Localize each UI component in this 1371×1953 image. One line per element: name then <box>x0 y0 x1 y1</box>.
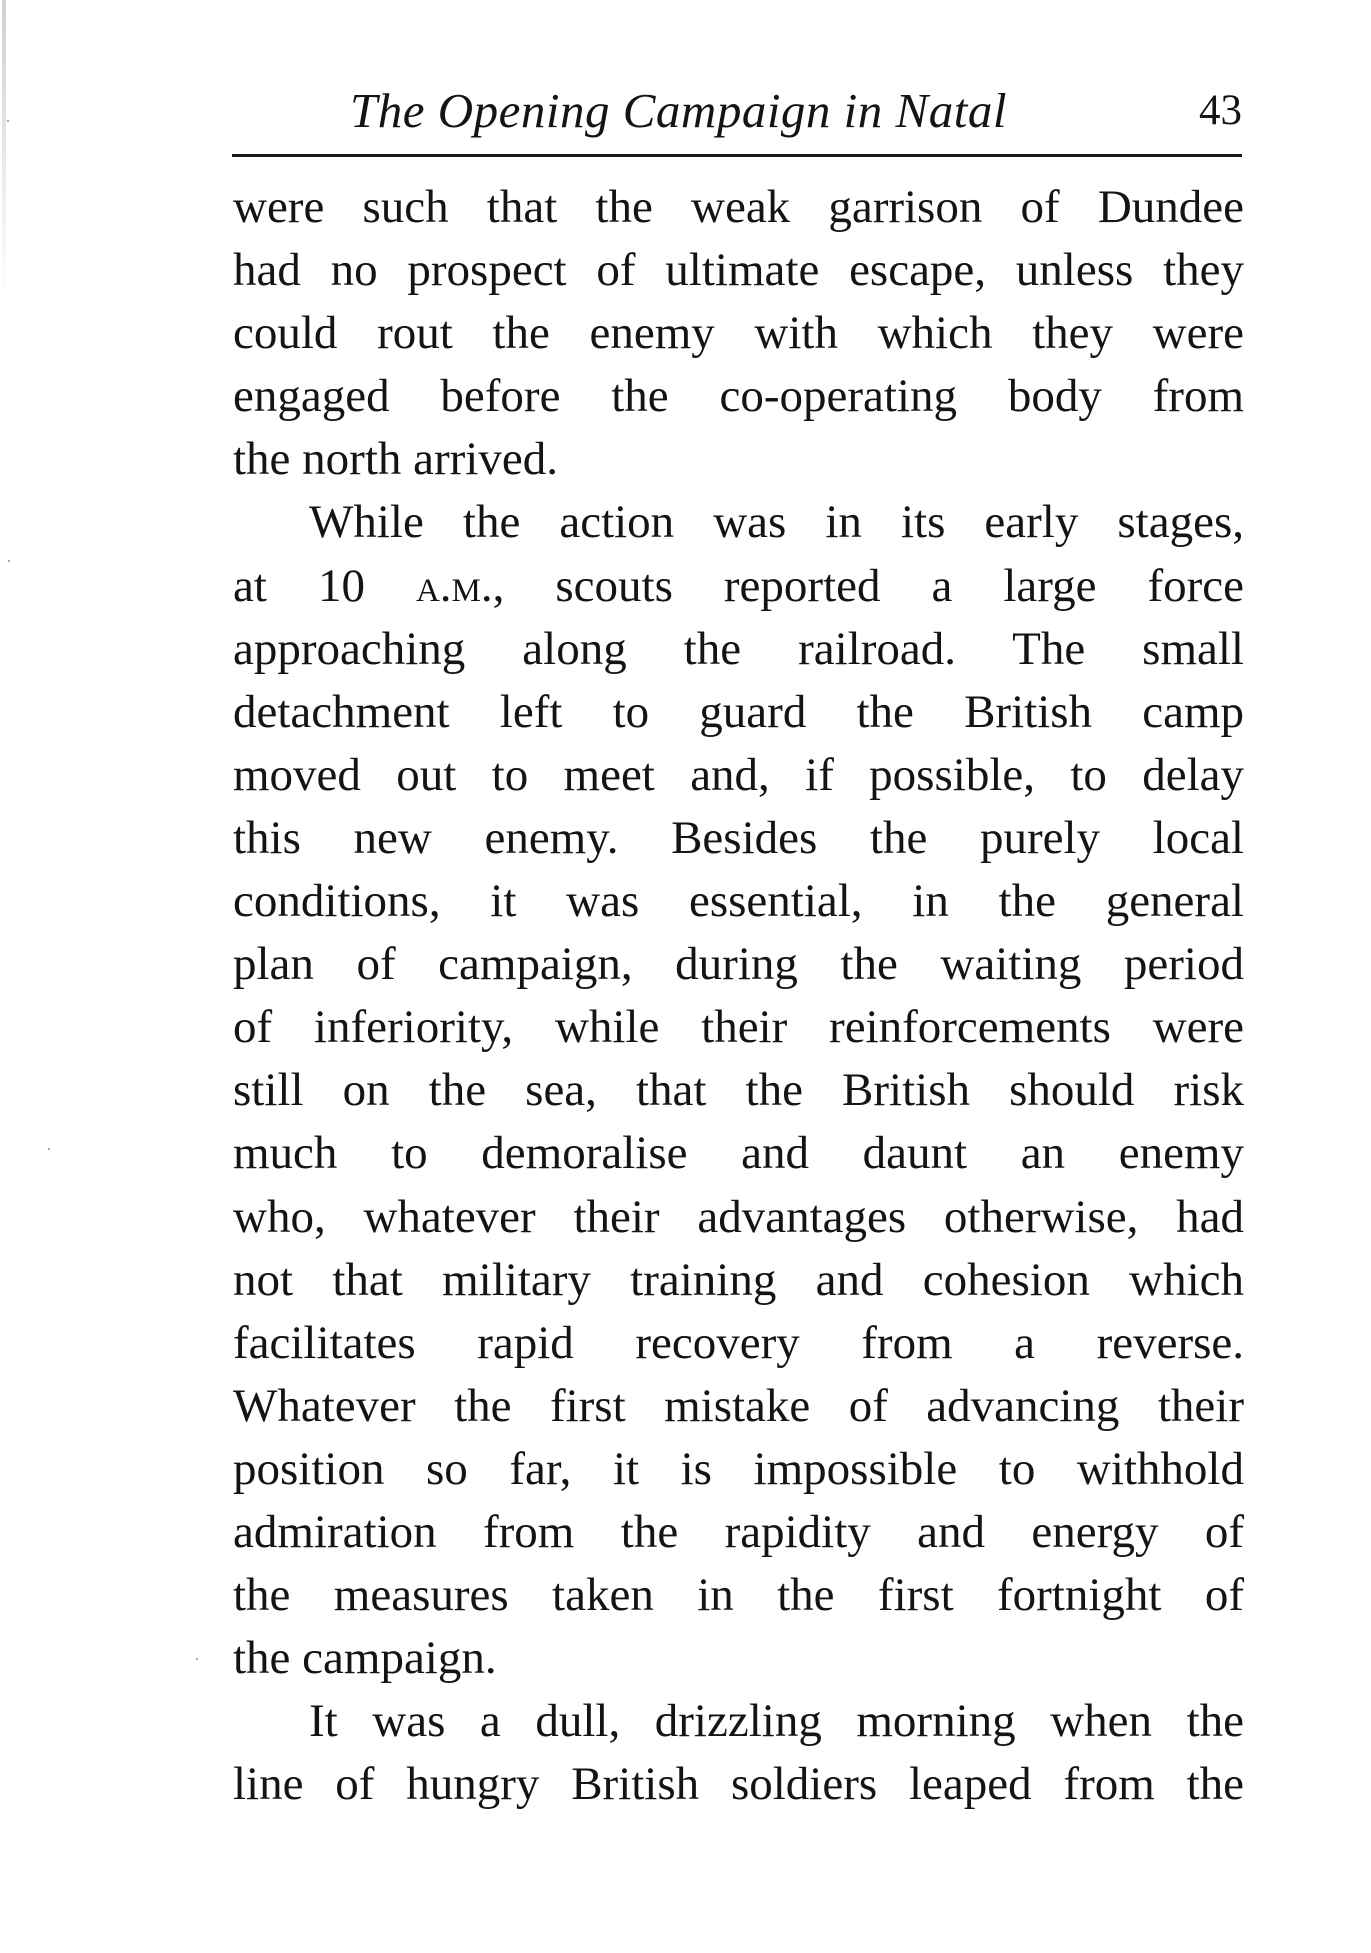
text-line: the measures taken in the first fortnight of <box>233 1569 1244 1622</box>
text-line: not that military training and cohesion which <box>233 1253 1244 1306</box>
text-line: position so far, it is impossible to withhold <box>233 1442 1244 1495</box>
running-title: The Opening Campaign in Natal <box>350 83 1007 138</box>
text-line: who, whatever their advantages otherwise, had <box>233 1190 1244 1243</box>
scan-speck <box>8 560 10 562</box>
text-line: facilitates rapid recovery from a reverse. <box>233 1316 1244 1369</box>
text-line: were such that the weak garrison of Dundee <box>233 181 1244 233</box>
text-line: of inferiority, while their reinforcements were <box>233 1001 1244 1054</box>
text-fragment: scouts reported a large force <box>555 559 1244 612</box>
text-line: moved out to meet and, if possible, to delay <box>233 748 1244 801</box>
scan-speck <box>48 1148 50 1150</box>
body-text <box>233 176 1244 1816</box>
text-line: While the action was in its early stages, <box>309 496 1244 549</box>
text-line: conditions, it was essential, in the general <box>233 875 1244 928</box>
time-of-day: 10 a.m., <box>317 559 505 612</box>
scan-speck <box>196 1658 198 1660</box>
text-line: Whatever the first mistake of advancing their <box>233 1379 1244 1432</box>
text-line: detachment left to guard the British camp <box>233 685 1244 738</box>
text-line: still on the sea, that the British should risk <box>233 1064 1244 1117</box>
text-line <box>233 555 1244 618</box>
text-line: this new enemy. Besides the purely local <box>233 811 1244 864</box>
text-line: approaching along the railroad. The small <box>233 622 1244 675</box>
text-line: plan of campaign, during the waiting period <box>233 938 1244 991</box>
text-line: It was a dull, drizzling morning when the <box>309 1695 1244 1748</box>
scan-speck <box>7 120 9 122</box>
text-line: engaged before the co-operating body from <box>233 370 1244 423</box>
text-line: line of hungry British soldiers leaped from the <box>233 1758 1244 1811</box>
running-head <box>230 78 1242 148</box>
text-line: could rout the enemy with which they were <box>233 307 1244 360</box>
scan-edge-shadow <box>2 0 6 300</box>
text-line: admiration from the rapidity and energy of <box>233 1505 1244 1558</box>
text-fragment: at <box>233 559 267 612</box>
header-rule <box>232 154 1242 157</box>
text-line: the north arrived. <box>233 433 558 486</box>
text-line: much to demoralise and daunt an enemy <box>233 1127 1244 1180</box>
text-line: had no prospect of ultimate escape, unless they <box>233 244 1244 297</box>
text-line: the campaign. <box>233 1632 497 1685</box>
page-number: 43 <box>1199 87 1242 134</box>
